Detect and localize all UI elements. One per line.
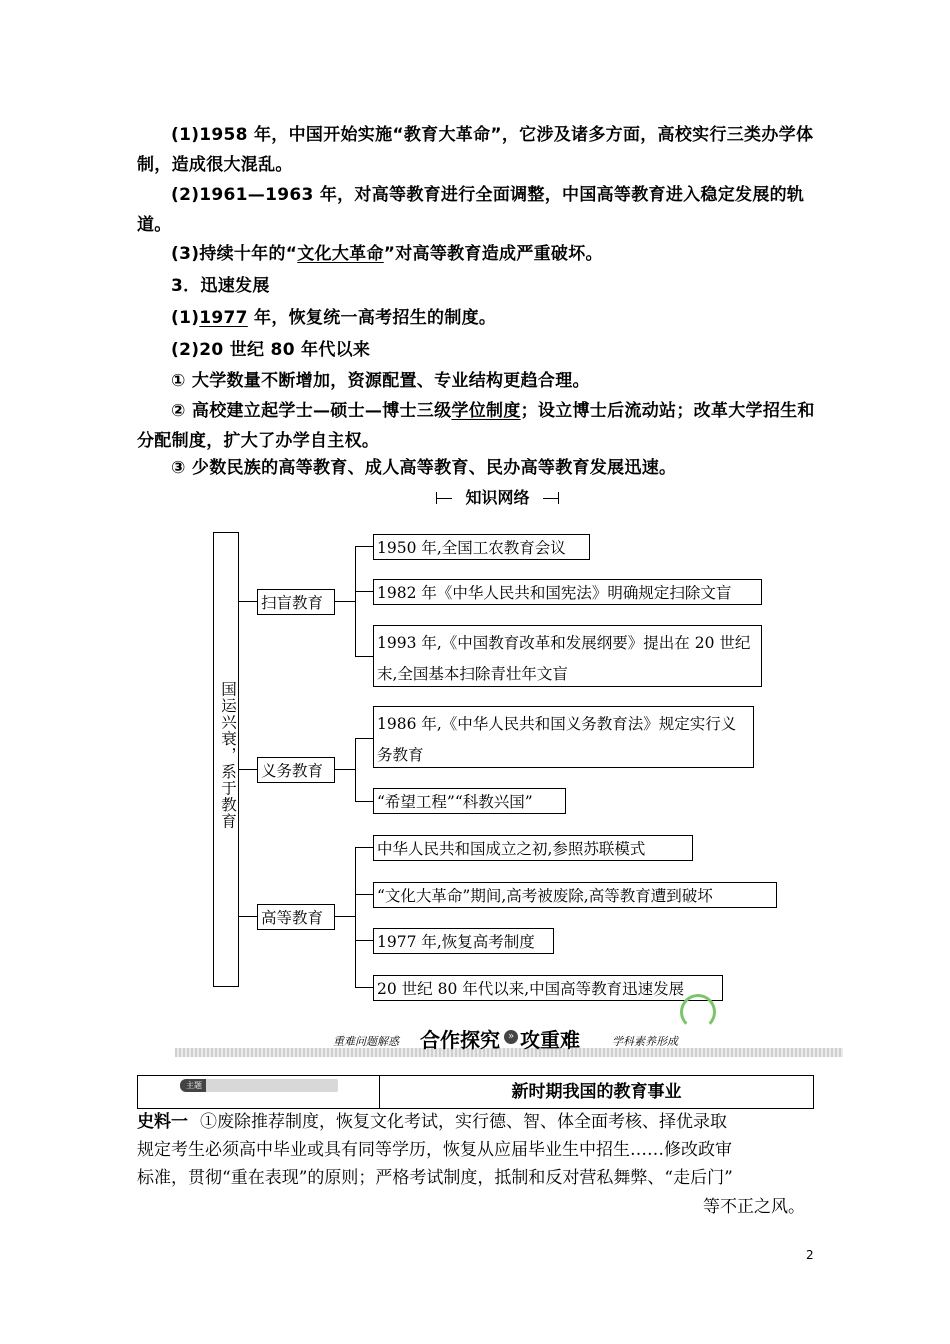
network-title: 知识网络 — [440, 487, 555, 509]
section-header-right: 学科素养形成 — [612, 1035, 678, 1048]
heading-rapid-development: 3．迅速发展 — [171, 276, 270, 296]
section-band — [175, 1048, 843, 1057]
higher-item-cultural-revolution: “文化大革命”期间,高考被废除,高等教育遭到破坏 — [373, 882, 777, 908]
higher-item-founding: 中华人民共和国成立之初,参照苏联模式 — [373, 835, 693, 861]
page-badge-icon — [680, 994, 716, 1030]
branch-literacy: 扫盲教育 — [257, 589, 335, 615]
compulsory-item-hope: “希望工程”“科教兴国” — [373, 788, 566, 814]
topic-title: 新时期我国的教育事业 — [511, 1082, 682, 1102]
network-root: 国运兴衰，系于教育 — [213, 532, 239, 987]
section-header-main-b: 攻重难 — [520, 1028, 580, 1052]
paragraph-item-1: ① 大学数量不断增加，资源配置、专业结构更趋合理。 — [171, 371, 590, 391]
page-number: 2 — [806, 1248, 814, 1262]
higher-item-1980s: 20 世纪 80 年代以来,中国高等教育迅速发展 — [373, 975, 723, 1001]
branch-higher: 高等教育 — [257, 904, 335, 930]
literacy-item-1982: 1982 年《中华人民共和国宪法》明确规定扫除文盲 — [373, 579, 762, 605]
topic-table — [137, 1075, 814, 1109]
source-line-1: 史料一 ①废除推荐制度，恢复文化考试，实行德、智、体全面考核、择优录取 — [137, 1112, 727, 1132]
literacy-item-1993: 1993 年,《中国教育改革和发展纲要》提出在 20 世纪末,全国基本扫除青壮年文盲 — [373, 625, 762, 687]
branch-compulsory: 义务教育 — [257, 757, 335, 783]
paragraph-1961: (2)1961—1963 年，对高等教育进行全面调整，中国高等教育进入稳定发展的轨道。 — [137, 185, 805, 235]
section-header-main-a: 合作探究 — [420, 1028, 500, 1052]
source-line-2: 规定考生必须高中毕业或具有同等学历，恢复从应届毕业生中招生……修改政审 — [137, 1140, 732, 1160]
source-line-3: 标准，贯彻“重在表现”的原则；严格考试制度，抵制和反对营私舞弊、“走后门” — [137, 1168, 733, 1188]
section-header-left: 重难问题解惑 — [333, 1035, 399, 1048]
literacy-item-1950: 1950 年,全国工农教育会议 — [373, 534, 590, 560]
topic-tag: 主题 — [180, 1079, 338, 1092]
compulsory-item-1986: 1986 年,《中华人民共和国义务教育法》规定实行义务教育 — [373, 706, 754, 768]
source-line-4: 等不正之风。 — [703, 1197, 805, 1217]
paragraph-item-2: ② 高校建立起学士—硕士—博士三级学位制度；设立博士后流动站；改革大学招生和分配制度，扩大了办学自主权。 — [137, 401, 815, 451]
section-arrow-icon: » — [504, 1030, 518, 1044]
paragraph-1980s: (2)20 世纪 80 年代以来 — [171, 340, 371, 360]
paragraph-1958: (1)1958 年，中国开始实施“教育大革命”，它涉及诸多方面，高校实行三类办学体制，造成很大混乱。 — [137, 125, 814, 175]
higher-item-1977: 1977 年,恢复高考制度 — [373, 928, 554, 954]
paragraph-cultural-revolution: (3)持续十年的“文化大革命”对高等教育造成严重破坏。 — [171, 244, 603, 264]
paragraph-item-3: ③ 少数民族的高等教育、成人高等教育、民办高等教育发展迅速。 — [171, 458, 677, 478]
paragraph-1977: (1)1977 年，恢复统一高考招生的制度。 — [171, 308, 497, 328]
